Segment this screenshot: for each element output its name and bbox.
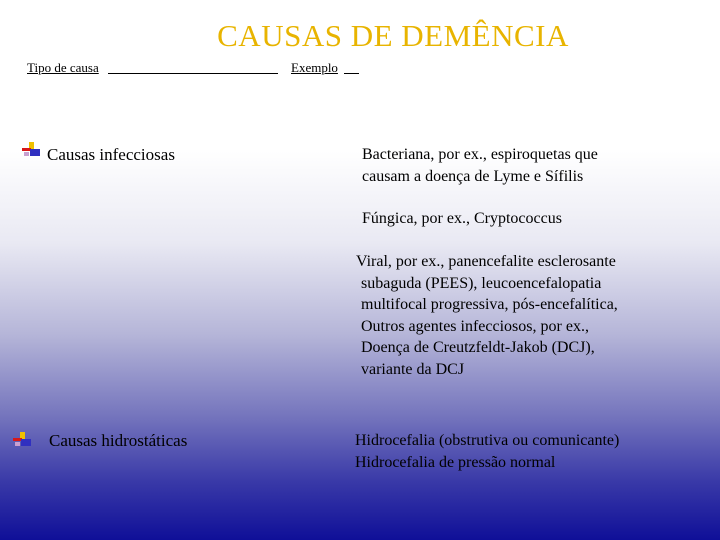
cause-label: Causas infecciosas — [47, 145, 175, 164]
example-text: Bacteriana, por ex., espiroquetas que causam a doença de Lyme e Sífilis — [362, 146, 598, 185]
cause-label: Causas hidrostáticas — [49, 431, 188, 450]
color-squares-icon — [22, 142, 40, 158]
column-header-type: Tipo de causa — [27, 60, 99, 75]
example-text: Fúngica, por ex., Cryptococcus — [362, 210, 562, 227]
color-squares-icon — [13, 432, 31, 448]
header-underline — [344, 73, 359, 74]
header-underline — [108, 73, 278, 74]
example-text: Viral, por ex., panencefalite esclerosante subaguda (PEES), leucoencefalopatia multifocal progressiva, pós-encefalítica, Outros agentes infecciosos, por ex., Doença de Creutzfeldt-Jakob (DCJ), variante da DCJ — [356, 253, 618, 378]
slide-title: CAUSAS DE DEMÊNCIA — [217, 18, 569, 53]
example-text: Hidrocefalia (obstrutiva ou comunicante) Hidrocefalia de pressão normal — [355, 432, 620, 471]
column-header-example: Exemplo — [291, 60, 338, 75]
